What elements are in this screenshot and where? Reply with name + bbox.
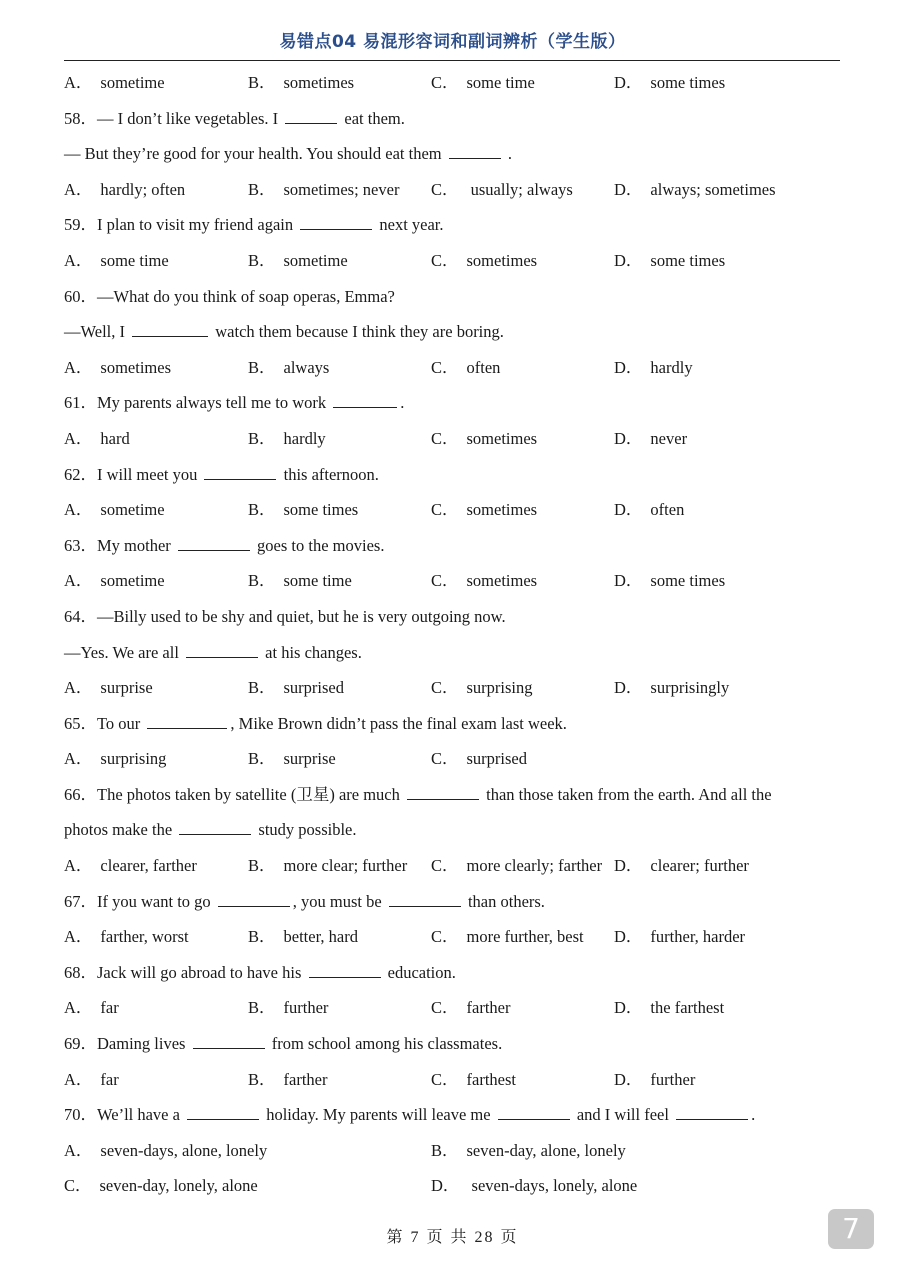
- option-letter: A．: [64, 678, 93, 698]
- option-text: surprise: [100, 678, 153, 698]
- answer-option: [248, 426, 326, 451]
- question-line: [64, 817, 854, 853]
- answer-blank: [186, 640, 258, 658]
- answer-option: [64, 70, 165, 95]
- question-text: at his changes.: [261, 642, 362, 662]
- option-letter: C．: [431, 250, 459, 270]
- answer-blank: [178, 533, 250, 551]
- option-letter: D．: [614, 428, 643, 448]
- answer-option: [614, 675, 729, 700]
- question-line: [64, 960, 854, 996]
- question-text: — But they’re good for your health. You should eat them: [64, 144, 446, 164]
- option-letter: C．: [431, 428, 459, 448]
- option-letter: C．: [431, 357, 459, 377]
- option-text: surprised: [466, 749, 528, 769]
- answer-option: [614, 1067, 695, 1092]
- option-text: some times: [650, 73, 726, 92]
- question-text: than those taken from the earth. And all the: [482, 784, 772, 804]
- question-line: [64, 212, 854, 248]
- options-row: [64, 1173, 854, 1209]
- option-text: usually; always: [466, 179, 573, 199]
- option-text: sometimes: [466, 428, 538, 448]
- option-letter: B．: [248, 250, 276, 270]
- option-letter: B．: [248, 749, 276, 769]
- option-letter: D．: [614, 1069, 643, 1089]
- option-letter: C．: [431, 678, 459, 698]
- option-text: hardly: [283, 428, 326, 448]
- option-letter: B．: [248, 927, 276, 947]
- option-letter: C．: [431, 500, 459, 520]
- answer-option: [614, 355, 693, 380]
- option-text: further: [283, 998, 329, 1018]
- answer-option: [248, 924, 358, 949]
- option-text: some times: [283, 500, 359, 520]
- option-letter: B．: [248, 998, 276, 1018]
- option-letter: A．: [64, 571, 93, 591]
- option-letter: D．: [614, 250, 643, 270]
- option-text: seven-day, lonely, alone: [99, 1176, 258, 1196]
- option-letter: C．: [431, 179, 459, 199]
- answer-option: [431, 497, 537, 522]
- option-text: farthest: [466, 1069, 516, 1089]
- option-text: sometime: [100, 571, 165, 591]
- options-row: [64, 497, 854, 533]
- option-text: hardly: [650, 357, 693, 377]
- question-text: 59．I plan to visit my friend again: [64, 215, 298, 235]
- option-text: sometimes: [283, 73, 355, 92]
- option-letter: B．: [248, 179, 276, 199]
- option-letter: A．: [64, 998, 93, 1018]
- question-text: 70．We’ll have a: [64, 1105, 185, 1125]
- question-line: [64, 462, 854, 498]
- answer-option: [64, 497, 165, 522]
- answer-blank: [285, 106, 337, 124]
- option-letter: D．: [614, 357, 643, 377]
- question-text: 64．—Billy used to be shy and quiet, but he is very outgoing now.: [64, 606, 506, 626]
- option-text: some time: [466, 73, 535, 92]
- answer-option: [614, 248, 725, 273]
- option-letter: B．: [248, 73, 276, 92]
- answer-option: [431, 248, 537, 273]
- answer-blank: [498, 1102, 570, 1120]
- answer-blank: [449, 141, 501, 159]
- question-text: 66．The photos taken by satellite (卫星) are much: [64, 784, 404, 804]
- answer-blank: [193, 1031, 265, 1049]
- answer-option: [248, 746, 336, 771]
- answer-option: [431, 924, 584, 949]
- option-letter: D．: [614, 571, 643, 591]
- option-text: far: [100, 998, 119, 1018]
- options-row: [64, 675, 854, 711]
- question-line: [64, 319, 854, 355]
- option-text: better, hard: [283, 927, 358, 947]
- answer-option: [431, 675, 533, 700]
- answer-option: [64, 177, 185, 202]
- option-letter: D．: [614, 927, 643, 947]
- option-text: surprising: [100, 749, 167, 769]
- option-text: sometimes; never: [283, 179, 400, 199]
- answer-option: [248, 853, 407, 878]
- question-text: 69．Daming lives: [64, 1034, 190, 1054]
- answer-option: [431, 568, 537, 593]
- question-line: [64, 1031, 854, 1067]
- option-letter: D．: [614, 500, 643, 520]
- answer-option: [248, 497, 358, 522]
- option-letter: A．: [64, 357, 93, 377]
- question-text: watch them because I think they are boring.: [211, 322, 504, 342]
- option-letter: D．: [614, 678, 643, 698]
- question-text: 67．If you want to go: [64, 891, 215, 911]
- options-row: [64, 924, 854, 960]
- option-letter: C．: [431, 571, 459, 591]
- question-text: photos make the: [64, 820, 177, 840]
- answer-blank: [300, 212, 372, 230]
- option-text: some time: [283, 571, 352, 591]
- answer-option: [64, 1067, 119, 1092]
- option-letter: A．: [64, 1140, 93, 1160]
- option-letter: C．: [431, 749, 459, 769]
- answer-option: [64, 568, 165, 593]
- option-text: seven-day, alone, lonely: [466, 1140, 626, 1160]
- option-text: sometimes: [466, 571, 538, 591]
- options-row: [64, 177, 854, 213]
- question-text: eat them.: [340, 108, 405, 128]
- option-text: seven-days, lonely, alone: [467, 1176, 638, 1196]
- answer-option: [64, 426, 130, 451]
- option-text: always: [283, 357, 330, 377]
- question-text: , Mike Brown didn’t pass the final exam last week.: [230, 713, 567, 733]
- question-text: education.: [383, 962, 456, 982]
- option-letter: C．: [431, 73, 459, 92]
- option-letter: B．: [248, 357, 276, 377]
- option-text: far: [100, 1069, 119, 1089]
- option-letter: C．: [431, 998, 459, 1018]
- option-text: farther, worst: [100, 927, 189, 947]
- option-text: surprise: [283, 749, 336, 769]
- answer-blank: [147, 711, 227, 729]
- option-text: further, harder: [650, 927, 746, 947]
- option-letter: B．: [248, 678, 276, 698]
- question-text: study possible.: [254, 820, 357, 840]
- option-letter: A．: [64, 927, 93, 947]
- option-letter: A．: [64, 500, 93, 520]
- question-text: 68．Jack will go abroad to have his: [64, 962, 306, 982]
- answer-option: [614, 924, 745, 949]
- option-text: some times: [650, 571, 726, 591]
- option-text: some times: [650, 250, 726, 270]
- question-text: 60．—What do you think of soap operas, Emma?: [64, 286, 395, 306]
- option-text: sometimes: [466, 500, 538, 520]
- option-letter: B．: [431, 1140, 459, 1160]
- answer-option: [248, 995, 328, 1020]
- answer-option: [431, 995, 510, 1020]
- answer-option: [431, 1067, 516, 1092]
- option-letter: A．: [64, 428, 93, 448]
- answer-blank: [407, 782, 479, 800]
- option-text: sometimes: [466, 250, 538, 270]
- option-text: farther: [283, 1069, 328, 1089]
- option-letter: C．: [64, 1176, 92, 1196]
- answer-blank: [187, 1102, 259, 1120]
- answer-option: [248, 568, 352, 593]
- question-line: [64, 640, 854, 676]
- option-letter: B．: [248, 1069, 276, 1089]
- option-text: more further, best: [466, 927, 584, 947]
- question-text: —Well, I: [64, 322, 130, 342]
- question-line: [64, 711, 854, 747]
- answer-option: [64, 746, 166, 771]
- question-line: [64, 604, 854, 640]
- option-letter: D．: [614, 998, 643, 1018]
- question-text: , you must be: [292, 891, 386, 911]
- question-line: [64, 284, 854, 320]
- option-letter: D．: [614, 73, 643, 92]
- option-text: farther: [466, 998, 511, 1018]
- option-text: sometimes: [100, 357, 171, 377]
- options-row: [64, 853, 854, 889]
- answer-option: [614, 568, 725, 593]
- question-text: and I will feel: [572, 1105, 674, 1125]
- option-text: clearer, farther: [100, 856, 197, 876]
- answer-option: [431, 746, 527, 771]
- answer-option: [64, 924, 189, 949]
- answer-blank: [179, 817, 251, 835]
- header-divider: [64, 60, 840, 61]
- answer-option: [248, 177, 399, 202]
- option-text: hard: [100, 428, 130, 448]
- question-line: [64, 141, 854, 177]
- answer-blank: [309, 960, 381, 978]
- question-line: [64, 390, 854, 426]
- option-text: surprisingly: [650, 678, 730, 698]
- question-text: from school among his classmates.: [267, 1034, 503, 1054]
- answer-blank: [676, 1102, 748, 1120]
- options-row: [64, 70, 854, 106]
- answer-option: [614, 853, 749, 878]
- answer-option: [614, 426, 687, 451]
- answer-option: [431, 355, 500, 380]
- answer-blank: [389, 889, 461, 907]
- option-text: sometime: [283, 250, 348, 270]
- option-letter: D．: [614, 856, 643, 876]
- options-row: [64, 248, 854, 284]
- answer-option: [431, 70, 535, 95]
- answer-option: [64, 853, 197, 878]
- options-row: [64, 355, 854, 391]
- question-line: [64, 782, 854, 818]
- option-text: always; sometimes: [650, 179, 776, 199]
- option-letter: B．: [248, 571, 276, 591]
- option-letter: D．: [614, 179, 643, 199]
- question-text: than others.: [463, 891, 545, 911]
- option-letter: B．: [248, 856, 276, 876]
- option-text: sometime: [100, 500, 165, 520]
- answer-option: [248, 248, 348, 273]
- answer-option: [431, 1173, 637, 1198]
- option-letter: C．: [431, 856, 459, 876]
- question-text: .: [400, 393, 405, 413]
- question-text: .: [503, 144, 512, 164]
- answer-blank: [333, 390, 397, 408]
- option-letter: A．: [64, 179, 93, 199]
- answer-option: [614, 70, 725, 95]
- answer-option: [64, 995, 119, 1020]
- option-letter: C．: [431, 1069, 459, 1089]
- answer-option: [248, 675, 344, 700]
- answer-option: [64, 1173, 258, 1198]
- answer-option: [614, 995, 724, 1020]
- answer-option: [64, 1138, 267, 1163]
- option-text: more clearly; farther: [466, 856, 603, 876]
- option-letter: D．: [431, 1176, 460, 1196]
- option-text: the farthest: [650, 998, 725, 1018]
- question-text: 61．My parents always tell me to work: [64, 393, 331, 413]
- options-row: [64, 746, 854, 782]
- question-line: [64, 1102, 854, 1138]
- options-row: [64, 426, 854, 462]
- option-text: often: [466, 357, 501, 377]
- answer-option: [64, 248, 169, 273]
- options-row: [64, 568, 854, 604]
- option-text: clearer; further: [650, 856, 749, 876]
- answer-option: [431, 853, 602, 878]
- question-line: [64, 106, 854, 142]
- question-line: [64, 533, 854, 569]
- options-row: [64, 1067, 854, 1103]
- option-text: often: [650, 500, 685, 520]
- answer-option: [248, 1067, 327, 1092]
- question-text: 58．— I don’t like vegetables. I: [64, 108, 283, 128]
- question-list: [64, 70, 854, 1209]
- option-letter: A．: [64, 73, 93, 92]
- question-text: 65．To our: [64, 713, 145, 733]
- question-text: —Yes. We are all: [64, 642, 184, 662]
- option-text: further: [650, 1069, 696, 1089]
- option-text: some time: [100, 250, 169, 270]
- answer-blank: [218, 889, 290, 907]
- answer-blank: [204, 462, 276, 480]
- options-row: [64, 1138, 854, 1174]
- question-text: goes to the movies.: [252, 535, 385, 555]
- options-row: [64, 995, 854, 1031]
- option-letter: A．: [64, 856, 93, 876]
- answer-blank: [132, 319, 208, 337]
- option-letter: B．: [248, 500, 276, 520]
- answer-option: [431, 177, 573, 202]
- question-text: next year.: [375, 215, 444, 235]
- option-letter: C．: [431, 927, 459, 947]
- answer-option: [248, 355, 329, 380]
- option-text: sometime: [100, 73, 165, 92]
- question-text: holiday. My parents will leave me: [262, 1105, 495, 1125]
- option-text: hardly; often: [100, 179, 186, 199]
- answer-option: [614, 177, 776, 202]
- question-text: .: [751, 1105, 756, 1125]
- option-letter: A．: [64, 250, 93, 270]
- question-text: 63．My mother: [64, 535, 175, 555]
- option-letter: A．: [64, 1069, 93, 1089]
- option-text: surprising: [466, 678, 533, 698]
- page-number-badge: 7: [828, 1209, 874, 1249]
- option-text: more clear; further: [283, 856, 408, 876]
- answer-option: [64, 675, 153, 700]
- question-text: this afternoon.: [279, 464, 379, 484]
- option-letter: A．: [64, 749, 93, 769]
- answer-option: [614, 497, 684, 522]
- answer-option: [248, 70, 354, 95]
- page-header-title: 易错点04 易混形容词和副词辨析（学生版）: [279, 32, 626, 52]
- option-text: seven-days, alone, lonely: [100, 1140, 268, 1160]
- answer-option: [431, 426, 537, 451]
- option-letter: B．: [248, 428, 276, 448]
- answer-option: [431, 1138, 626, 1163]
- option-text: never: [650, 428, 688, 448]
- answer-option: [64, 355, 171, 380]
- option-text: surprised: [283, 678, 345, 698]
- page-footer: 第 7 页 共 28 页: [386, 1229, 519, 1246]
- question-line: [64, 889, 854, 925]
- question-text: 62．I will meet you: [64, 464, 202, 484]
